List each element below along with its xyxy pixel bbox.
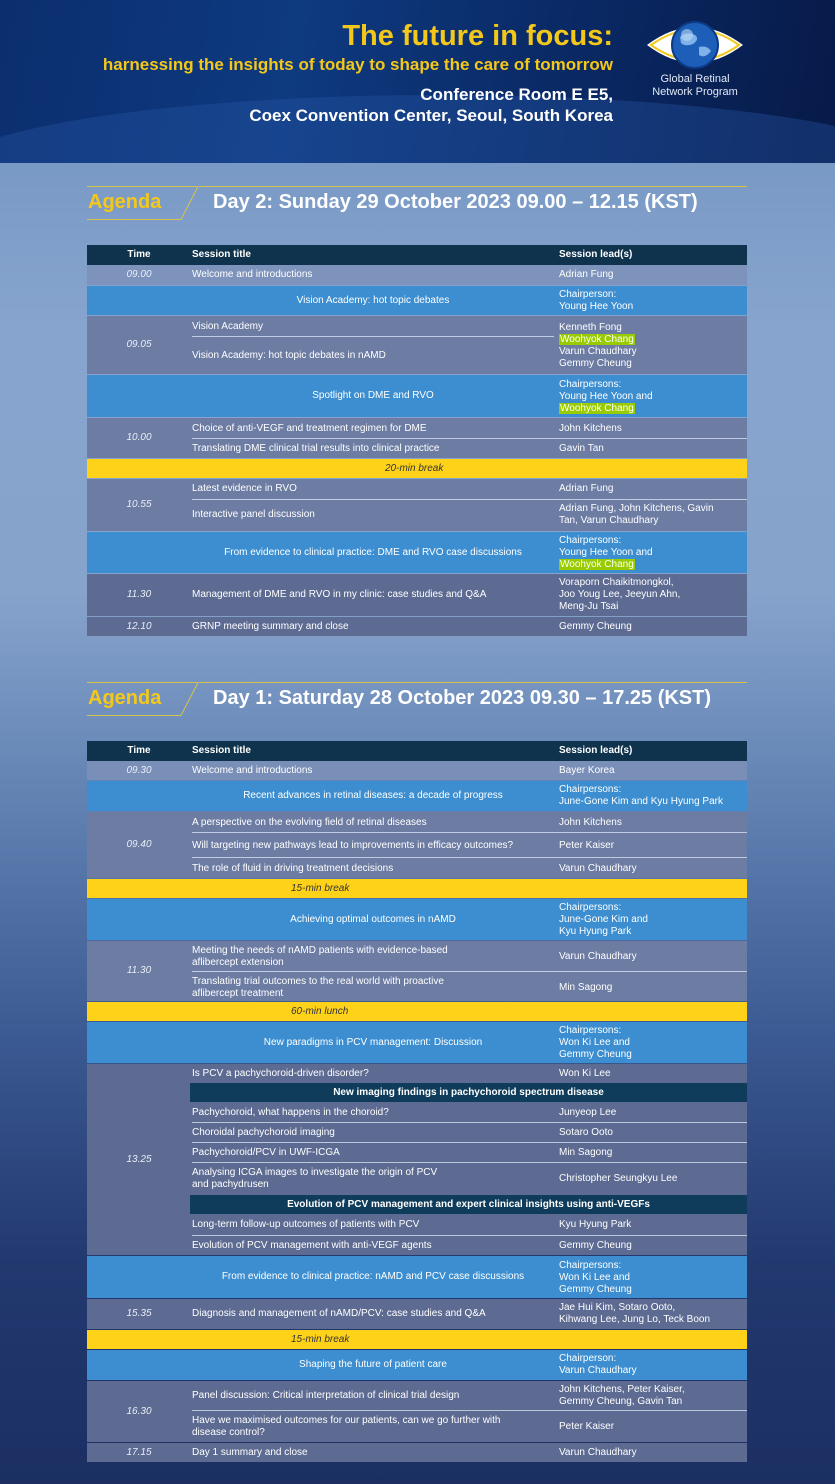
row-divider xyxy=(192,1235,747,1236)
time-cell: 11.30 xyxy=(126,589,152,600)
chairperson-name: June-Gone Kim and Kyu Hyung Park xyxy=(559,796,723,807)
session-title: A perspective on the evolving field of retinal diseases xyxy=(192,817,427,828)
logo-caption xyxy=(640,73,750,99)
session-block-title: Achieving optimal outcomes in nAMD xyxy=(290,913,456,925)
sub-section-title: Evolution of PCV management and expert clinical insights using anti-VEGFs xyxy=(287,1198,650,1210)
col-header-time: Time xyxy=(127,745,151,756)
agenda-rule xyxy=(199,682,747,683)
col-header-session: Session title xyxy=(192,745,251,756)
row-divider xyxy=(192,832,747,833)
eye-globe-logo-icon xyxy=(645,17,745,73)
session-lead: Meng-Ju Tsai xyxy=(559,601,619,612)
row-divider xyxy=(192,438,747,439)
session-lead: Gemmy Cheung xyxy=(559,1240,632,1251)
chairperson-name: Gemmy Cheung xyxy=(559,1049,632,1060)
sub-section-title: New imaging findings in pachychoroid spectrum disease xyxy=(333,1086,604,1098)
chairperson-name: Young Hee Yoon and xyxy=(559,547,653,558)
chairperson-name: Varun Chaudhary xyxy=(559,1365,637,1376)
time-cell: 10.00 xyxy=(126,432,152,443)
logo-caption-line2: Network Program xyxy=(652,86,738,98)
chairperson-label: Chairperson: xyxy=(559,1353,617,1364)
session-lead: Adrian Fung, John Kitchens, Gavin xyxy=(559,503,714,514)
session-block-title: Shaping the future of patient care xyxy=(299,1359,447,1370)
session-title: Meeting the needs of nAMD patients with evidence-based xyxy=(192,945,448,956)
table-header xyxy=(87,245,747,265)
session-lead: Adrian Fung xyxy=(559,269,614,280)
session-lead: Bayer Korea xyxy=(559,765,615,776)
time-cell: 09.30 xyxy=(126,765,152,776)
session-title: Welcome and introductions xyxy=(192,765,313,776)
session-lead: Gemmy Cheung xyxy=(559,621,632,632)
session-title: Panel discussion: Critical interpretation of clinical trial design xyxy=(192,1390,460,1401)
time-cell: 11.30 xyxy=(126,965,152,976)
highlighted-name: Woohyok Chang xyxy=(560,403,634,414)
row-divider xyxy=(192,971,747,972)
session-lead: Tan, Varun Chaudhary xyxy=(559,515,659,526)
session-lead: Adrian Fung xyxy=(559,483,614,494)
session-title: Is PCV a pachychoroid-driven disorder? xyxy=(192,1068,369,1079)
day1-agenda-table xyxy=(87,741,747,1463)
session-lead: Kyu Hyung Park xyxy=(559,1219,632,1230)
break-label: 20-min break xyxy=(385,463,444,474)
row-divider xyxy=(192,1410,747,1411)
session-title: GRNP meeting summary and close xyxy=(192,621,349,632)
session-block-title: Recent advances in retinal diseases: a decade of progress xyxy=(243,790,503,801)
chairperson-label: Chairpersons: xyxy=(559,902,622,913)
time-cell: 17.15 xyxy=(126,1447,152,1458)
session-title: Vision Academy: hot topic debates in nAMD xyxy=(192,350,386,361)
time-cell: 10.55 xyxy=(126,499,152,510)
highlighted-name: Woohyok Chang xyxy=(560,559,634,570)
day1-heading xyxy=(87,682,747,716)
highlighted-name: Woohyok Chang xyxy=(560,334,634,345)
session-lead: Gemmy Cheung, Gavin Tan xyxy=(559,1396,683,1407)
session-title: Analysing ICGA images to investigate the origin of PCV xyxy=(192,1167,438,1178)
chairperson-label: Chairpersons: xyxy=(559,535,622,546)
conference-subtitle: harnessing the insights of today to shape the care of tomorrow xyxy=(102,55,613,74)
session-lead: Varun Chaudhary xyxy=(559,951,637,962)
session-title: The role of fluid in driving treatment decisions xyxy=(192,863,394,874)
session-lead: Gemmy Cheung xyxy=(559,358,632,369)
chairperson-label: Chairpersons: xyxy=(559,1025,622,1036)
session-lead: Voraporn Chaikitmongkol, xyxy=(559,577,674,588)
session-block-title: New paradigms in PCV management: Discussion xyxy=(263,1036,483,1048)
conference-title: The future in focus: xyxy=(342,20,613,52)
session-lead: Joo Youg Lee, Jeeyun Ahn, xyxy=(559,589,681,600)
session-title: Management of DME and RVO in my clinic: case studies and Q&A xyxy=(192,589,487,600)
day2-heading xyxy=(87,186,747,220)
chairperson-label: Chairperson: xyxy=(559,289,617,300)
time-cell: 12.10 xyxy=(126,621,152,632)
col-header-session: Session title xyxy=(192,249,251,260)
session-title: Have we maximised outcomes for our patients, can we go further with xyxy=(192,1415,501,1426)
session-lead: Min Sagong xyxy=(559,982,613,993)
chairperson-name xyxy=(559,559,635,571)
break-row xyxy=(87,1002,747,1021)
session-title: Translating trial outcomes to the real world with proactive xyxy=(192,976,444,987)
session-lead: Won Ki Lee xyxy=(559,1068,611,1079)
col-header-lead: Session lead(s) xyxy=(559,249,633,260)
break-row xyxy=(87,879,747,898)
session-lead: Sotaro Ooto xyxy=(559,1127,613,1138)
chairperson-label: Chairpersons: xyxy=(559,784,622,795)
chairperson-label: Chairpersons: xyxy=(559,1260,622,1271)
session-title: Will targeting new pathways lead to improvements in efficacy outcomes? xyxy=(192,840,514,851)
session-title: Pachychoroid/PCV in UWF-ICGA xyxy=(192,1147,340,1158)
chairperson-name: June-Gone Kim and xyxy=(559,914,648,925)
session-lead: Peter Kaiser xyxy=(559,840,615,851)
session-lead: Varun Chaudhary xyxy=(559,346,637,357)
session-lead: Gavin Tan xyxy=(559,443,604,454)
time-cell: 09.05 xyxy=(126,339,152,350)
chairperson-name: Young Hee Yoon xyxy=(559,301,634,312)
col-header-lead: Session lead(s) xyxy=(559,745,633,756)
session-block-title: Vision Academy: hot topic debates xyxy=(296,294,450,306)
session-title: aflibercept treatment xyxy=(192,988,284,999)
session-lead: Junyeop Lee xyxy=(559,1107,617,1118)
session-title: Evolution of PCV management with anti-VEGF agents xyxy=(192,1240,432,1251)
session-lead: Min Sagong xyxy=(559,1147,613,1158)
session-title: Interactive panel discussion xyxy=(192,509,315,520)
session-title: Diagnosis and management of nAMD/PCV: case studies and Q&A xyxy=(192,1308,486,1319)
session-lead: Varun Chaudhary xyxy=(559,1447,637,1458)
chairperson-name: Gemmy Cheung xyxy=(559,1284,632,1295)
location-venue: Coex Convention Center, Seoul, South Korea xyxy=(249,106,613,125)
table-header xyxy=(87,741,747,761)
session-lead: Kenneth Fong xyxy=(559,322,622,333)
session-lead: Peter Kaiser xyxy=(559,1421,615,1432)
session-block-title: From evidence to clinical practice: nAMD and PCV case discussions xyxy=(221,1271,525,1282)
row-divider xyxy=(192,1142,747,1143)
session-title: Choice of anti-VEGF and treatment regimen for DME xyxy=(192,423,427,434)
row-divider xyxy=(192,499,747,500)
chairperson-name: Young Hee Yoon and xyxy=(559,391,653,402)
row-divider xyxy=(192,1122,747,1123)
session-block-title: Spotlight on DME and RVO xyxy=(312,390,434,401)
session-lead xyxy=(559,334,635,346)
time-cell: 09.40 xyxy=(126,839,152,850)
break-label: 15-min break xyxy=(291,1334,350,1345)
day-title: Day 2: Sunday 29 October 2023 09.00 – 12.15 (KST) xyxy=(213,191,698,213)
agenda-rule xyxy=(199,186,747,187)
session-title: disease control? xyxy=(192,1427,265,1438)
chairperson-name xyxy=(559,403,635,415)
chairperson-name: Won Ki Lee and xyxy=(559,1037,630,1048)
session-title: and pachydrusen xyxy=(192,1179,269,1190)
session-lead: Kihwang Lee, Jung Lo, Teck Boon xyxy=(559,1314,711,1325)
location-room: Conference Room E E5, xyxy=(420,85,613,104)
chairperson-name: Kyu Hyung Park xyxy=(559,926,632,937)
time-cell: 16.30 xyxy=(126,1405,152,1417)
time-cell: 09.00 xyxy=(126,269,152,280)
agenda-label: Agenda xyxy=(88,687,162,709)
session-lead: Jae Hui Kim, Sotaro Ooto, xyxy=(559,1302,676,1313)
session-title: Choroidal pachychoroid imaging xyxy=(192,1127,335,1138)
session-title: Latest evidence in RVO xyxy=(192,483,297,494)
break-label: 15-min break xyxy=(291,883,350,894)
session-title: Welcome and introductions xyxy=(192,269,313,280)
time-cell: 13.25 xyxy=(126,1153,152,1165)
logo-caption-line1: Global Retinal xyxy=(660,73,730,85)
break-label: 60-min lunch xyxy=(291,1006,349,1017)
row-divider xyxy=(192,857,747,858)
header-banner xyxy=(0,0,835,163)
chairperson-label: Chairpersons: xyxy=(559,379,622,390)
row-divider xyxy=(192,1162,747,1163)
day-title: Day 1: Saturday 28 October 2023 09.30 – 17.25 (KST) xyxy=(213,687,712,709)
day2-agenda-table xyxy=(87,245,747,637)
break-row xyxy=(87,1330,747,1349)
row-divider xyxy=(192,336,554,337)
time-cell: 15.35 xyxy=(126,1308,152,1319)
session-lead: John Kitchens, Peter Kaiser, xyxy=(559,1384,685,1395)
session-title: Pachychoroid, what happens in the choroid? xyxy=(192,1107,389,1118)
session-title: aflibercept extension xyxy=(192,957,284,968)
session-title: Translating DME clinical trial results into clinical practice xyxy=(192,443,440,454)
session-title: Long-term follow-up outcomes of patients with PCV xyxy=(192,1219,420,1230)
session-lead: Christopher Seungkyu Lee xyxy=(559,1173,678,1184)
chairperson-name: Won Ki Lee and xyxy=(559,1272,630,1283)
session-lead: John Kitchens xyxy=(559,423,622,434)
session-lead: John Kitchens xyxy=(559,817,622,828)
agenda-label: Agenda xyxy=(88,191,162,213)
session-title: Vision Academy xyxy=(192,321,263,332)
col-header-time: Time xyxy=(127,249,151,260)
session-block-title: From evidence to clinical practice: DME and RVO case discussions xyxy=(224,546,522,558)
session-title: Day 1 summary and close xyxy=(192,1447,308,1458)
session-lead: Varun Chaudhary xyxy=(559,863,637,874)
